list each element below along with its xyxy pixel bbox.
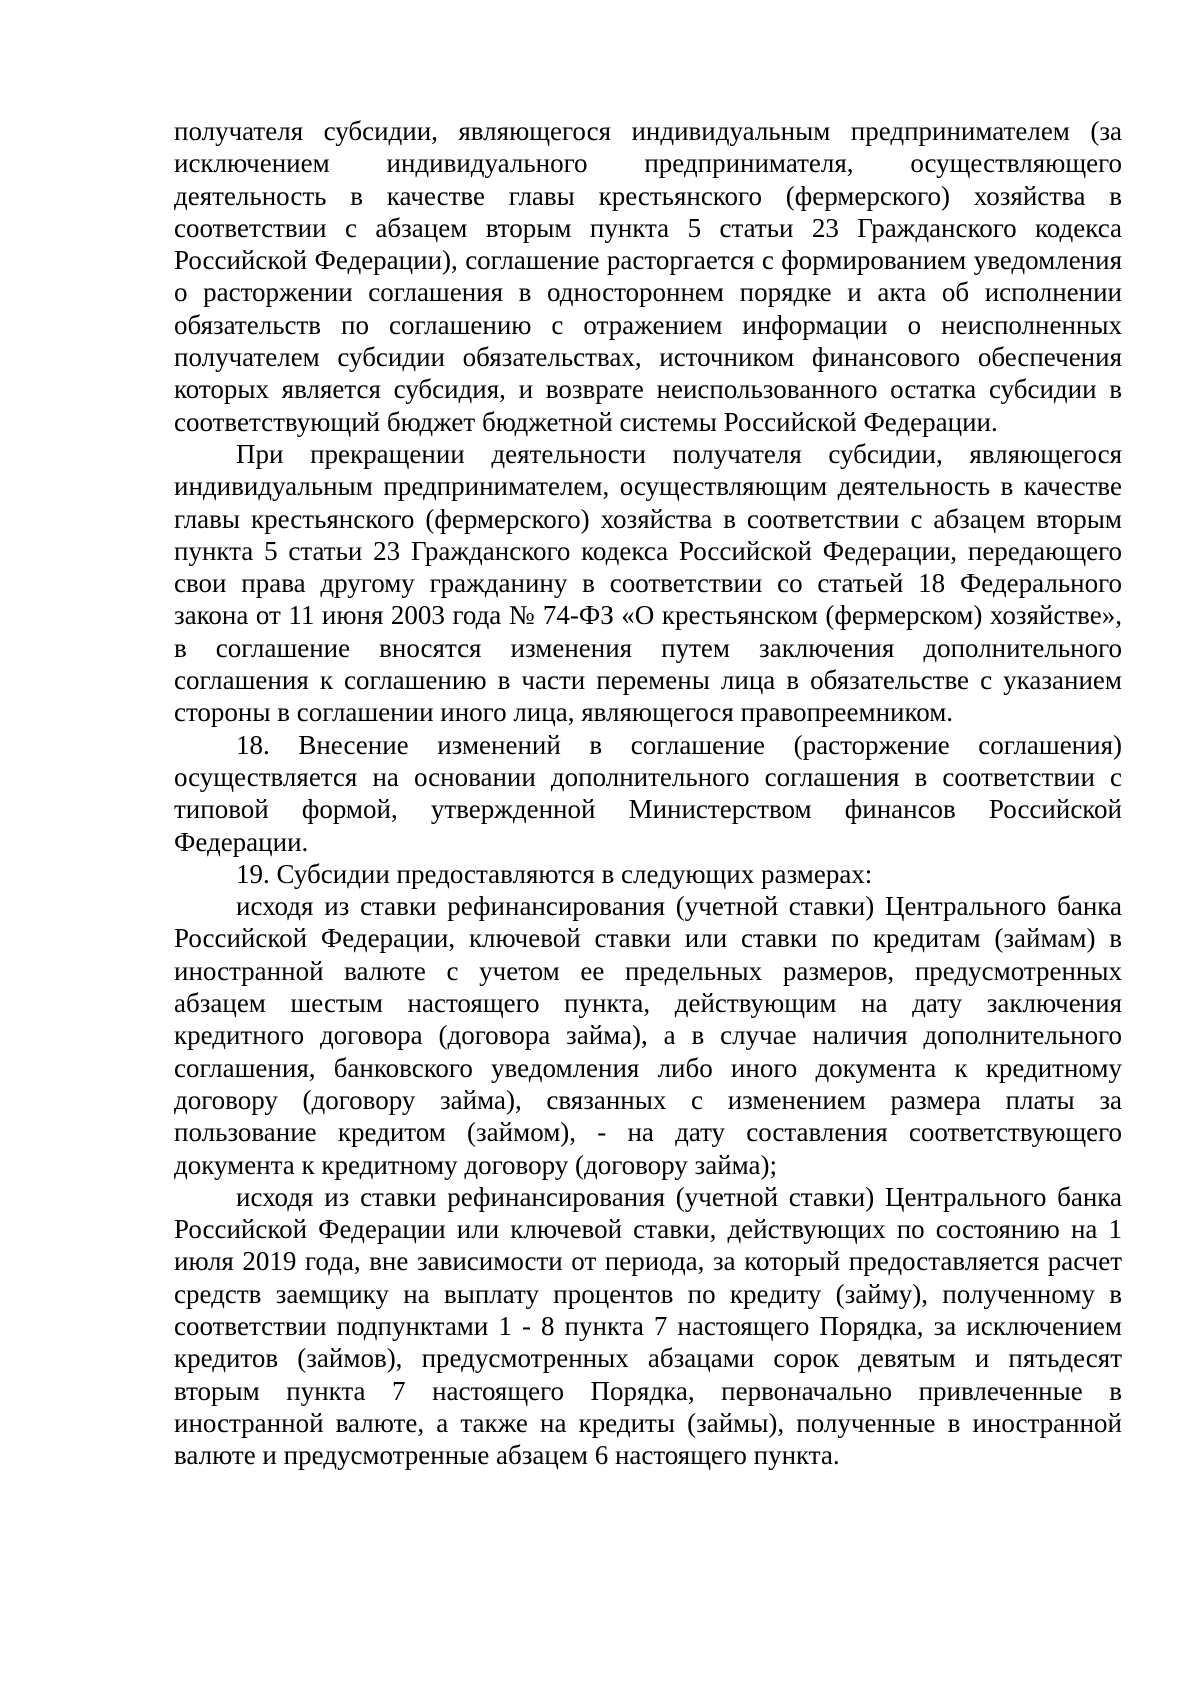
paragraph-item-19: 19. Субсидии предоставляются в следующих размерах: — [236, 858, 873, 889]
paragraph-rate-basis-2: исходя из ставки рефинансирования (учетной ставки) Центрального банка Российской Федерации или ключевой ставки, действующих по состоянию на 1 июля 2019 года, вне зависимости от периода, за который предоставляется расчет средств заемщику на выплату процентов по кредиту (займу), полученному в соответствии подпунктами 1 - 8 пункта 7 настоящего Порядка, за исключением кредитов (займов), предусмотренных абзацами сорок девятым и пятьдесят вторым пункта 7 настоящего Порядка, первоначально привлеченные в иностранной валюте, а также на кредиты (займы), полученные в иностранной валюте и предусмотренные абзацем 6 настоящего пункта. — [174, 1181, 1122, 1471]
paragraph-continuation: получателя субсидии, являющегося индивидуальным предпринимателем (за исключением индивидуального предпринимателя, осуществляющего деятельность в качестве главы крестьянского (фермерского) хозяйства в соответствии с абзацем вторым пункта 5 статьи 23 Гражданского кодекса Российской Федерации), соглашение расторгается с формированием уведомления о расторжении соглашения в одностороннем порядке и акта об исполнении обязательств по соглашению с отражением информации о неисполненных получателем субсидии обязательствах, источником финансового обеспечения которых является субсидия, и возврате неиспользованного остатка субсидии в соответствующий бюджет бюджетной системы Российской Федерации. — [174, 116, 1122, 437]
document-page — [174, 115, 1122, 1471]
paragraph-termination-of-activity: При прекращении деятельности получателя субсидии, являющегося индивидуальным предпринимателем, осуществляющим деятельность в качестве главы крестьянского (фермерского) хозяйства в соответствии с абзацем вторым пункта 5 статьи 23 Гражданского кодекса Российской Федерации, передающего свои права другому гражданину в соответствии со статьей 18 Федерального закона от 11 июня 2003 года № 74-ФЗ «О крестьянском (фермерском) хозяйстве», в соглашение вносятся изменения путем заключения дополнительного соглашения к соглашению в части перемены лица в обязательстве с указанием стороны в соглашении иного лица, являющегося правопреемником. — [174, 438, 1122, 728]
paragraph-rate-basis-1: исходя из ставки рефинансирования (учетной ставки) Центрального банка Российской Федерации, ключевой ставки или ставки по кредитам (займам) в иностранной валюте с учетом ее предельных размеров, предусмотренных абзацем шестым настоящего пункта, действующим на дату заключения кредитного договора (договора займа), а в случае наличия дополнительного соглашения, банковского уведомления либо иного документа к кредитному договору (договору займа), связанных с изменением размера платы за пользование кредитом (займом), - на дату составления соответствующего документа к кредитному договору (договору займа); — [174, 891, 1122, 1180]
paragraph-item-18: 18. Внесение изменений в соглашение (расторжение соглашения) осуществляется на основании дополнительного соглашения в соответствии с типовой формой, утвержденной Министерством финансов Российской Федерации. — [174, 729, 1122, 857]
